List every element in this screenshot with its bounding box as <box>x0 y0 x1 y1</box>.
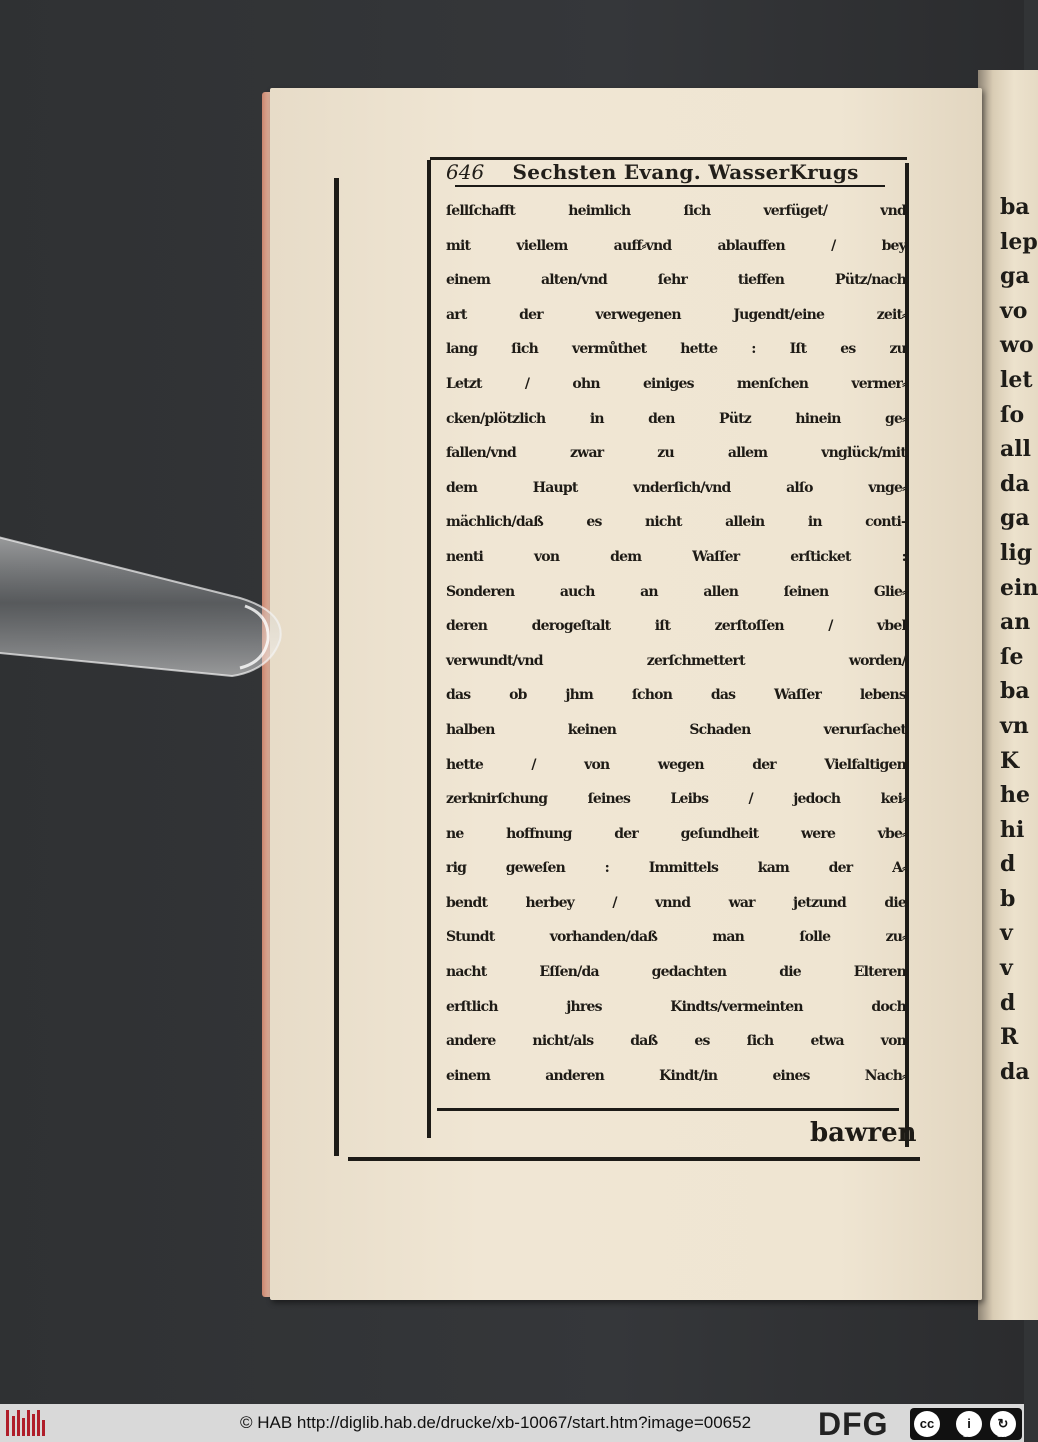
facing-page-fragment: lig <box>1000 539 1033 566</box>
facing-page-fragment: wo <box>1000 332 1034 359</box>
facing-page-fragment: vo <box>1000 297 1028 324</box>
hab-logo-bar <box>42 1420 45 1436</box>
facing-page-fragment: an <box>1000 609 1031 636</box>
glass-weight <box>0 520 300 700</box>
cc-icon: cc <box>914 1411 940 1437</box>
facing-page-fragment: b <box>1000 885 1016 912</box>
hab-logo-bar <box>6 1410 9 1436</box>
footer-bar <box>0 1404 1024 1442</box>
copyright-link[interactable]: © HAB http://diglib.hab.de/drucke/xb-10067/start.htm?image=00652 <box>240 1413 752 1432</box>
hab-logo-bar <box>17 1410 20 1436</box>
body-text <box>446 194 906 1093</box>
facing-page-fragment: ba <box>1000 194 1030 220</box>
facing-page-fragment: hi <box>1000 816 1025 843</box>
text-line: rig geweſen : Immittels kam der A⸗ <box>446 860 906 877</box>
facing-page-fragment: ſo <box>1000 401 1025 428</box>
running-head <box>446 160 886 184</box>
facing-page-fragment: ba <box>1000 678 1030 705</box>
text-line: nenti von dem Waſſer erſticket : <box>446 548 906 565</box>
text-line: Sonderen auch an allen ſeinen Glie⸗ <box>446 583 906 600</box>
text-line: nacht Eſſen/da gedachten die Elteren <box>446 964 906 981</box>
text-line: mächlich/daß es nicht allein in conti- <box>446 514 906 531</box>
catchword: bawren <box>810 1118 917 1148</box>
hab-logo-bar <box>12 1416 15 1436</box>
by-icon: i <box>956 1411 982 1437</box>
facing-page-fragment: v <box>1000 920 1013 947</box>
text-line: verwundt/vnd zerſchmettert worden/ <box>446 652 906 669</box>
header-bottom-rule <box>455 185 885 187</box>
sa-label: SA <box>997 1432 1007 1439</box>
text-line: art der verwegenen Jugendt/eine zeit⸗ <box>446 306 906 323</box>
text-line: Stundt vorhanden/daß man ſolle zu⸗ <box>446 929 906 946</box>
facing-page-fragment: d <box>1000 989 1016 1016</box>
text-line: zerknirſchung ſeines Leibs / jedoch kei⸗ <box>446 791 906 808</box>
text-line: erſtlich jhres Kindts/vermeinten doch <box>446 998 906 1015</box>
outer-frame-left-rule <box>334 178 339 1156</box>
facing-page-fragment: let <box>1000 366 1033 393</box>
hab-logo <box>6 1410 46 1436</box>
hab-logo-bar <box>32 1414 35 1436</box>
facing-page-fragment: d <box>1000 851 1016 878</box>
sa-icon: ↻ <box>990 1411 1016 1437</box>
text-line: cken/plötzlich in den Pütz hinein ge⸗ <box>446 410 906 427</box>
by-label: BY <box>963 1432 973 1439</box>
text-line: fallen/vnd zwar zu allem vnglück/mit <box>446 445 906 462</box>
running-head-title: Sechsten Evang. WasserKrugs <box>512 160 859 184</box>
cc-license-badge[interactable] <box>910 1408 1022 1440</box>
page-number: 646 <box>446 160 485 184</box>
facing-page-fragment: R <box>1000 1024 1019 1051</box>
text-line: lang ſich vermůthet hette : Iſt es zu <box>446 341 906 358</box>
facing-page-text <box>1000 190 1038 1089</box>
facing-page-fragment: he <box>1000 782 1030 809</box>
text-line: andere nicht/als daß es ſich etwa von <box>446 1033 906 1050</box>
text-line: ſellſchafft heimlich ſich verfüget/ vnd <box>446 203 906 219</box>
facing-page-fragment: K <box>1000 747 1020 774</box>
dfg-logo: DFG <box>818 1406 889 1442</box>
hab-logo-bar <box>22 1418 25 1436</box>
hab-logo-bar <box>37 1410 40 1436</box>
text-bottom-rule <box>437 1108 899 1111</box>
text-line: ne hoffnung der geſundheit were vbe⸗ <box>446 825 906 842</box>
facing-page-fragment: v <box>1000 955 1013 982</box>
hab-logo-bar <box>27 1410 30 1436</box>
facing-page-fragment: vn <box>1000 712 1029 739</box>
text-line: hette / von wegen der Vielfaltigen <box>446 756 906 773</box>
text-frame-left-rule <box>427 160 431 1138</box>
facing-page-fragment: ga <box>1000 263 1030 290</box>
text-line: das ob jhm ſchon das Waſſer lebens <box>446 687 906 704</box>
facing-page-fragment: ſe <box>1000 643 1024 670</box>
base-rule <box>348 1157 920 1161</box>
facing-page-fragment: lep <box>1000 228 1038 255</box>
facing-page-fragment: ein <box>1000 574 1038 601</box>
text-line: deren derogeſtalt iſt zerſtoſſen / vbel <box>446 618 906 635</box>
text-line: einem anderen Kindt/in eines Nach⸗ <box>446 1067 906 1084</box>
text-line: Letzt / ohn einiges menſchen vermer⸗ <box>446 375 906 392</box>
facing-page-fragment: all <box>1000 436 1031 463</box>
text-line: mit viellem auff⸗vnd ablauffen / bey <box>446 237 906 254</box>
text-line: einem alten/vnd ſehr tieffen Pütz/nach <box>446 272 906 289</box>
facing-page-fragment: da <box>1000 1058 1030 1085</box>
text-line: halben keinen Schaden verurſachet <box>446 721 906 738</box>
text-line: dem Haupt vnderſich/vnd alſo vnge⸗ <box>446 479 906 496</box>
facing-page-fragment: ga <box>1000 505 1030 532</box>
text-line: bendt herbey / vnnd war jetzund die <box>446 894 906 911</box>
facing-page-fragment: da <box>1000 470 1030 497</box>
